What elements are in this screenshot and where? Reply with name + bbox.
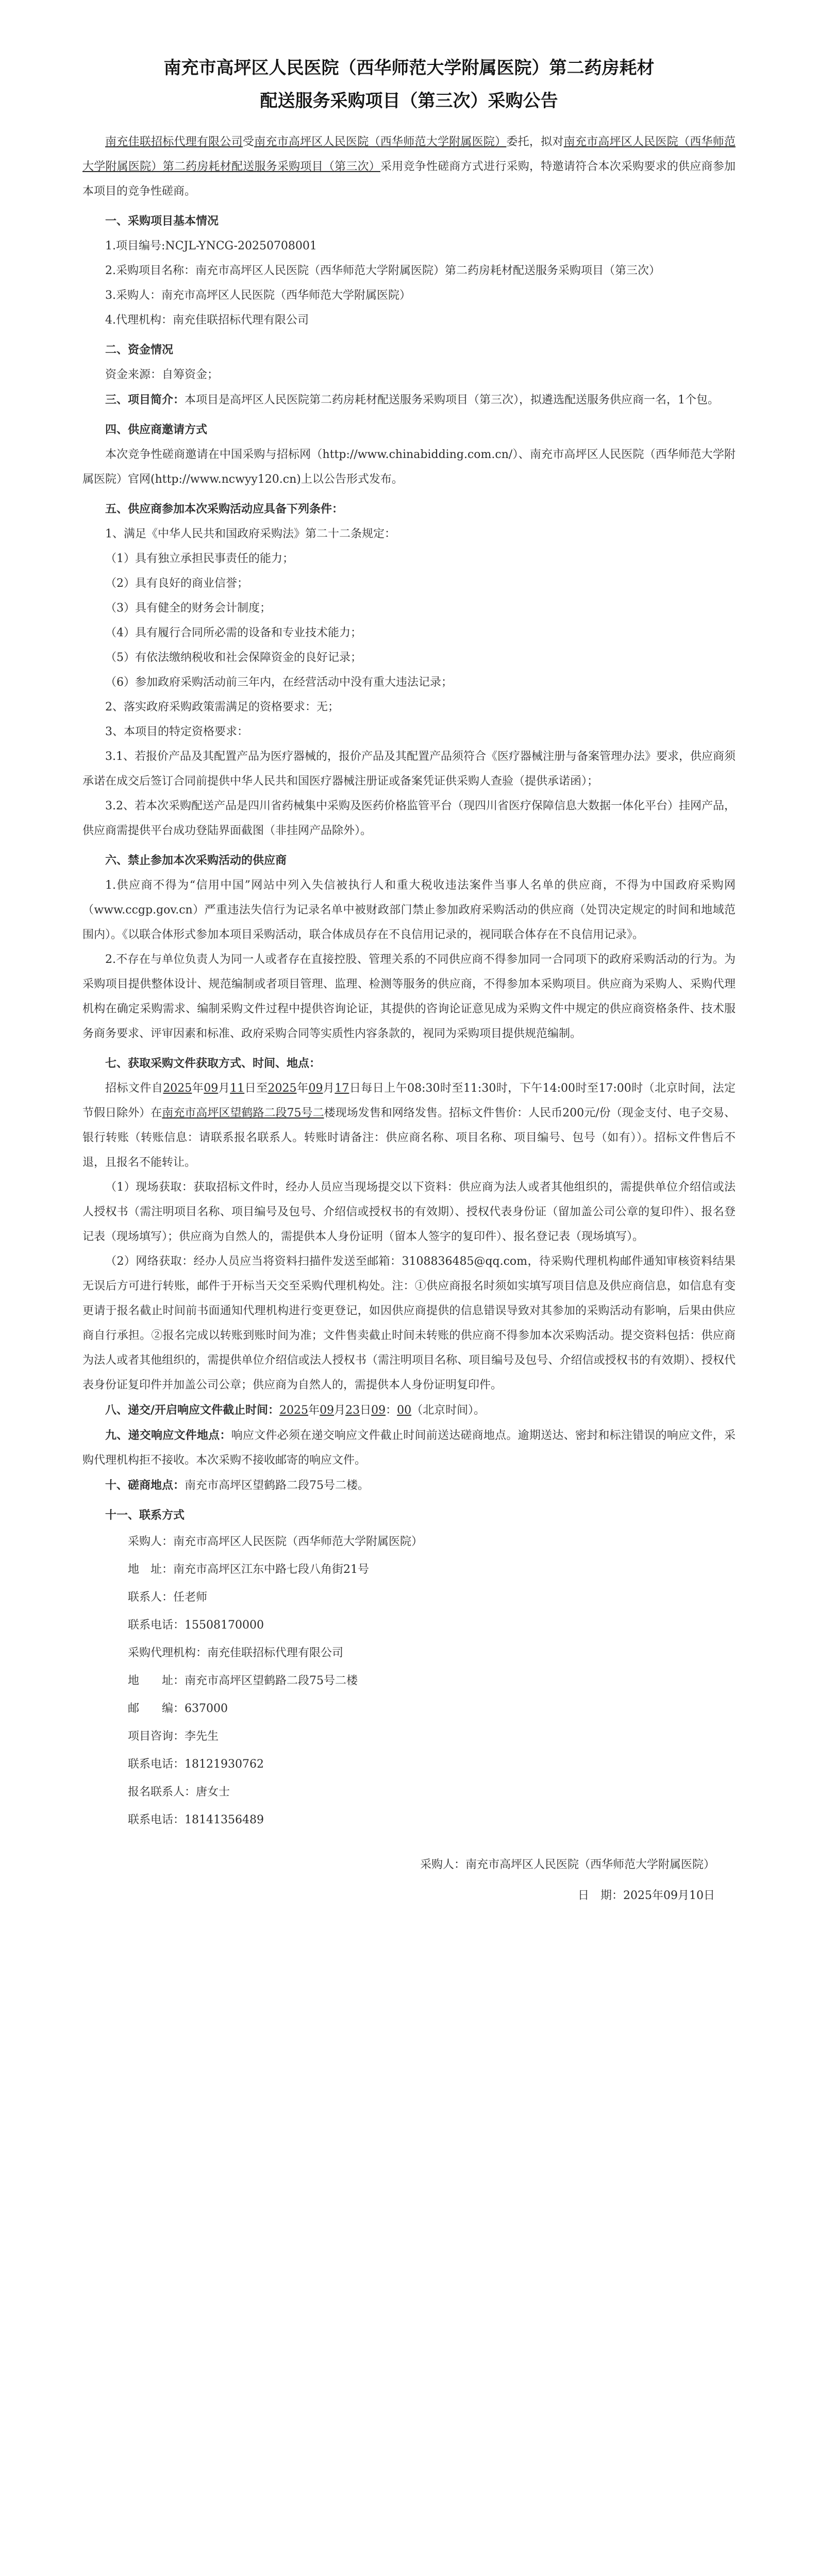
agency-item: 4.代理机构：南充佳联招标代理有限公司 xyxy=(105,314,309,327)
invitation-paragraph: 本次竞争性磋商邀请在中国采购与招标网（http://www.chinabidding.com.cn/）、南充市高坪区人民医院（西华师范大学附属医院）官网(http://www.ncwyy120.cn)上以公告形式发布。 xyxy=(82,448,736,486)
requirement-1b: （2）具有良好的商业信誉； xyxy=(105,577,248,590)
intro-paragraph: 南充佳联招标代理有限公司受南充市高坪区人民医院（西华师范大学附属医院）委托，拟对南充市高坪区人民医院（西华师范大学附属医院）第二药房耗材配送服务采购项目（第三次）采用竞争性磋商方式进行采购，特邀请符合本次采购要求的供应商参加本项目的竞争性磋商。 xyxy=(82,135,736,198)
hospital-name: 南充市高坪区人民医院（西华师范大学附属医院） xyxy=(254,135,507,148)
contact-agency-address: 地 址：南充市高坪区望鹤路二段75号二楼 xyxy=(128,1674,358,1687)
section-9-label: 九、递交响应文件地点： xyxy=(105,1429,231,1442)
contact-registration-phone: 联系电话：18141356489 xyxy=(128,1814,264,1826)
requirement-1f: （6）参加政府采购活动前三年内，在经营活动中没有重大违法记录； xyxy=(105,676,453,689)
title-line-1: 南充市高坪区人民医院（西华师范大学附属医院）第二药房耗材 xyxy=(163,58,655,78)
agency-name: 南充佳联招标代理有限公司 xyxy=(105,135,243,148)
contact-purchaser-address: 地 址：南充市高坪区江东中路七段八角街21号 xyxy=(128,1563,369,1576)
section-7-heading: 七、获取采购文件获取方式、时间、地点： xyxy=(105,1057,321,1070)
section-8-paragraph: 八、递交/开启响应文件截止时间：2025年09月23日09：00（北京时间）。 xyxy=(105,1403,486,1417)
requirement-1e: （5）有依法缴纳税收和社会保障资金的良好记录； xyxy=(105,651,362,664)
contact-agency: 采购代理机构：南充佳联招标代理有限公司 xyxy=(128,1647,344,1659)
section-1-heading: 一、采购项目基本情况 xyxy=(105,215,219,228)
onsite-acquisition: （1）现场获取：获取招标文件时，经办人员应当现场提交以下资料：供应商为法人或者其他组织的，需提供单位介绍信或法人授权书（需注明项目名称、项目编号及包号、介绍信或授权书的有效期）、授权代表身份证（留加盖公司公章的复印件）、报名登记表（现场填写）；供应商为自然人的，需提供本人身份证明（留本人签字的复印件）、报名登记表（现场填写）。 xyxy=(82,1181,736,1243)
requirement-1d: （4）具有履行合同所必需的设备和专业技术能力； xyxy=(105,626,362,639)
online-acquisition: （2）网络获取：经办人员应当将资料扫描件发送至邮箱：3108836485@qq.com，待采购代理机构邮件通知审核资料结果无误后方可进行转账，邮件于开标当天交至采购代理机构处。注：①供应商报名时须如实填写项目信息及供应商信息，如信息有变更请于报名截止时间前书面通知代理机构进行变更登记，如因供应商提供的信息错误导致对其参加的采购活动有影响，后果由供应商自行承担。②报名完成以转账到账时间为准；文件售卖截止时间未转账的供应商不得参加本次采购活动。提交资料包括：供应商为法人或者其他组织的，需提供单位介绍信或法人授权书（需注明项目名称、项目编号及包号、介绍信或授权书的有效期）、授权代表身份证复印件并加盖公司公章；供应商为自然人的，需提供本人身份证明复印件。 xyxy=(82,1255,736,1392)
prohibition-1: 1.供应商不得为“信用中国”网站中列入失信被执行人和重大税收违法案件当事人名单的供应商，不得为中国政府采购网（www.ccgp.gov.cn）严重违法失信行为记录名单中被财政部门禁止参加政府采购活动的供应商（处罚决定规定的时间和地域范围内）。《以联合体形式参加本项目采购活动，联合体成员存在不良信用记录的，视同联合体存在不良信用记录》。 xyxy=(82,879,736,941)
contact-consultant-phone: 联系电话：18121930762 xyxy=(128,1758,264,1771)
section-8-label: 八、递交/开启响应文件截止时间： xyxy=(105,1403,280,1417)
section-3-label: 三、项目简介： xyxy=(105,393,185,406)
purchaser-item: 3.采购人：南充市高坪区人民医院（西华师范大学附属医院） xyxy=(105,289,411,302)
prohibition-2: 2.不存在与单位负责人为同一人或者存在直接控股、管理关系的不同供应商不得参加同一合同项下的政府采购活动的行为。为采购项目提供整体设计、规范编制或者项目管理、监理、检测等服务的供应商，不得参加本采购项目。供应商为采购人、采购代理机构在确定采购需求、编制采购文件过程中提供咨询论证，其提供的咨询论证意见成为采购文件中规定的供应商资格条件、技术服务商务要求、评审因素和标准、政府采购合同等实质性内容条款的，视同为采购项目提供规范编制。 xyxy=(82,953,736,1040)
contact-phone: 联系电话：15508170000 xyxy=(128,1619,264,1632)
requirement-1a: （1）具有独立承担民事责任的能力； xyxy=(105,552,294,565)
contact-consultant: 项目咨询：李先生 xyxy=(128,1730,219,1743)
section-10-label: 十、磋商地点： xyxy=(105,1479,185,1492)
sale-address: 南充市高坪区望鹤路二段75号二 xyxy=(162,1107,324,1120)
section-5-heading: 五、供应商参加本次采购活动应具备下列条件： xyxy=(105,503,344,516)
project-number: 1.项目编号:NCJL-YNCG-20250708001 xyxy=(105,240,317,252)
contact-postcode: 邮 编：637000 xyxy=(128,1702,228,1715)
title-line-2: 配送服务采购项目（第三次）采购公告 xyxy=(260,91,558,111)
requirement-1c: （3）具有健全的财务会计制度； xyxy=(105,602,271,615)
contact-registration: 报名联系人：唐女士 xyxy=(128,1786,230,1799)
project-name: 南充市高坪区人民医院（西华师范大学附属医院）第二药房耗材配送服务采购项目（第三次） xyxy=(82,135,736,173)
page-title xyxy=(82,52,736,117)
section-10-paragraph: 十、磋商地点：南充市高坪区望鹤路二段75号二楼。 xyxy=(105,1479,370,1492)
requirement-3-1: 3.1、若报价产品及其配置产品为医疗器械的，报价产品及其配置产品须符合《医疗器械注册与备案管理办法》要求，供应商须承诺在成交后签订合同前提供中华人民共和国医疗器械注册证或备案凭证供采购人查验（提供承诺函）； xyxy=(82,750,736,788)
section-9-paragraph: 九、递交响应文件地点：响应文件必须在递交响应文件截止时间前送达磋商地点。逾期送达、密封和标注错误的响应文件，采购代理机构拒不接收。本次采购不接收邮寄的响应文件。 xyxy=(82,1429,736,1467)
signature-date: 日 期：2025年09月10日 xyxy=(578,1889,715,1902)
contact-purchaser: 采购人：南充市高坪区人民医院（西华师范大学附属医院） xyxy=(128,1535,423,1548)
requirement-3-2: 3.2、若本次采购配送产品是四川省药械集中采购及医药价格监管平台（现四川省医疗保障信息大数据一体化平台）挂网产品，供应商需提供平台成功登陆界面截图（非挂网产品除外）。 xyxy=(82,800,736,837)
section-4-heading: 四、供应商邀请方式 xyxy=(105,423,208,436)
requirement-1: 1、满足《中华人民共和国政府采购法》第二十二条规定： xyxy=(105,528,396,540)
section-3-paragraph: 三、项目简介：本项目是高坪区人民医院第二药房耗材配送服务采购项目（第三次），拟遴选配送服务供应商一名，1个包。 xyxy=(105,393,720,406)
requirement-2: 2、落实政府采购政策需满足的资格要求：无； xyxy=(105,701,339,714)
contact-person: 联系人：任老师 xyxy=(128,1591,208,1604)
project-title-item: 2.采购项目名称：南充市高坪区人民医院（西华师范大学附属医院）第二药房耗材配送服务采购项目（第三次） xyxy=(105,264,660,277)
fund-source: 资金来源：自筹资金； xyxy=(105,368,219,381)
section-2-heading: 二、资金情况 xyxy=(105,344,174,357)
section-6-heading: 六、禁止参加本次采购活动的供应商 xyxy=(105,854,287,867)
requirement-3: 3、本项目的特定资格要求： xyxy=(105,725,248,738)
section-11-heading: 十一、联系方式 xyxy=(105,1509,185,1522)
signature-buyer: 采购人：南充市高坪区人民医院（西华师范大学附属医院） xyxy=(420,1858,715,1871)
acquisition-time-paragraph: 招标文件自2025年09月11日至2025年09月17日每日上午08:30时至11:30时，下午14:00时至17:00时（北京时间，法定节假日除外）在南充市高坪区望鹤路二段75号二楼现场发售和网络发售。招标文件售价：人民币200元/份（现金支付、电子交易、银行转账（转账信息：请联系报名联系人。转账时请备注：供应商名称、项目名称、项目编号、包号（如有））。招标文件售后不退，且报名不能转让。 xyxy=(82,1082,736,1169)
